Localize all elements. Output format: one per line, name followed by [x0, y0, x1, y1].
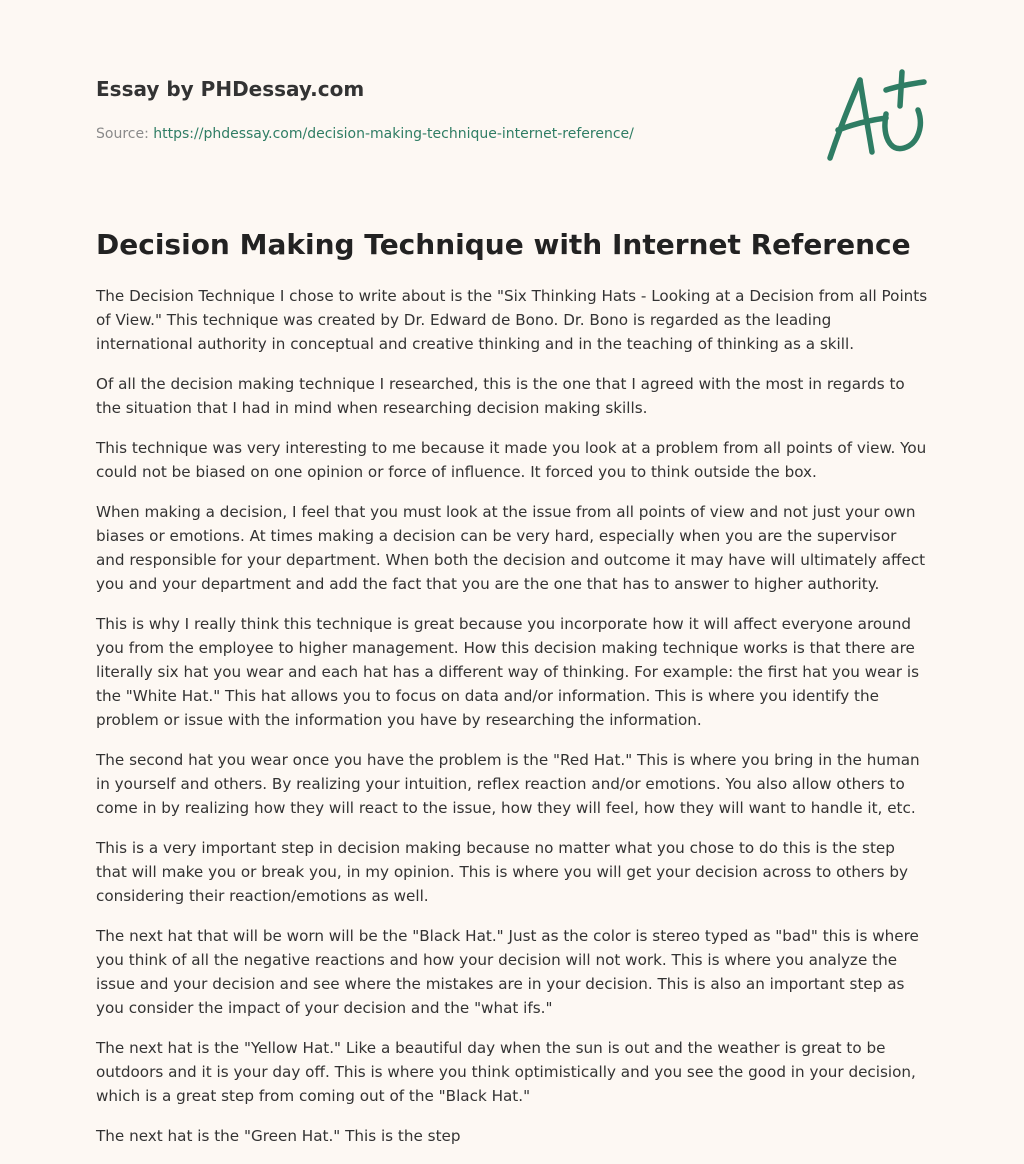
source-line	[96, 124, 928, 144]
essay-paragraph: The Decision Technique I chose to write about is the "Six Thinking Hats - Looking at a Decision from all Points of View." This technique was created by Dr. Edward de Bono. Dr. Bono is regarded as the leading international authority in conceptual and creative thinking and in the teaching of thinking as a skill.	[96, 287, 928, 353]
essay-paragraph: This is a very important step in decision making because no matter what you chose to do this is the step that will make you or break you, in my opinion. This is where you will get your decision across to others by considering their reaction/emotions as well.	[96, 839, 908, 905]
essay-paragraph: The next hat is the "Green Hat." This is the step	[96, 1127, 461, 1145]
source-link[interactable]: https://phdessay.com/decision-making-technique-internet-reference/	[153, 126, 634, 142]
essay-body	[96, 284, 928, 1164]
source-label: Source:	[96, 126, 154, 142]
essay-paragraph: This technique was very interesting to me because it made you look at a problem from all points of view. You could not be biased on one opinion or force of influence. It forced you to think outside the box.	[96, 439, 927, 481]
essay-paragraph: The second hat you wear once you have the problem is the "Red Hat." This is where you bring in the human in yourself and others. By realizing your intuition, reflex reaction and/or emotions. You also allow others to come in by realizing how they will react to the issue, how they will feel, how they will want to handle it, etc.	[96, 751, 920, 817]
essay-paragraph: The next hat is the "Yellow Hat." Like a beautiful day when the sun is out and the weather is great to be outdoors and it is your day off. This is where you think optimistically and you see the good in your decision, which is a great step from coming out of the "Black Hat."	[96, 1039, 916, 1105]
essay-paragraph: Of all the decision making technique I researched, this is the one that I agreed with the most in regards to the situation that I had in mind when researching decision making skills.	[96, 375, 905, 417]
essay-header	[96, 74, 928, 144]
essay-title: Decision Making Technique with Internet Reference	[96, 228, 911, 261]
essay-paragraph: The next hat that will be worn will be the "Black Hat." Just as the color is stereo typed as "bad" this is where you think of all the negative reactions and how your decision will not work. This is where you analyze the issue and your decision and see where the mistakes are in your decision. This is also an important step as you consider the impact of your decision and the "what ifs."	[96, 927, 919, 1017]
essay-paragraph: This is why I really think this technique is great because you incorporate how it will affect everyone around you from the employee to higher management. How this decision making technique works is that there are literally six hat you wear and each hat has a different way of thinking. For example: the first hat you wear is the "White Hat." This hat allows you to focus on data and/or information. This is where you identify the problem or issue with the information you have by researching the information.	[96, 615, 920, 729]
site-brand: Essay by PHDessay.com	[96, 77, 365, 101]
a-plus-grade-icon	[820, 66, 930, 166]
essay-paragraph: When making a decision, I feel that you must look at the issue from all points of view and not just your own biases or emotions. At times making a decision can be very hard, especially when you are the supervisor and responsible for your department. When both the decision and outcome it may have will ultimately affect you and your department and add the fact that you are the one that has to answer to higher authority.	[96, 503, 926, 593]
